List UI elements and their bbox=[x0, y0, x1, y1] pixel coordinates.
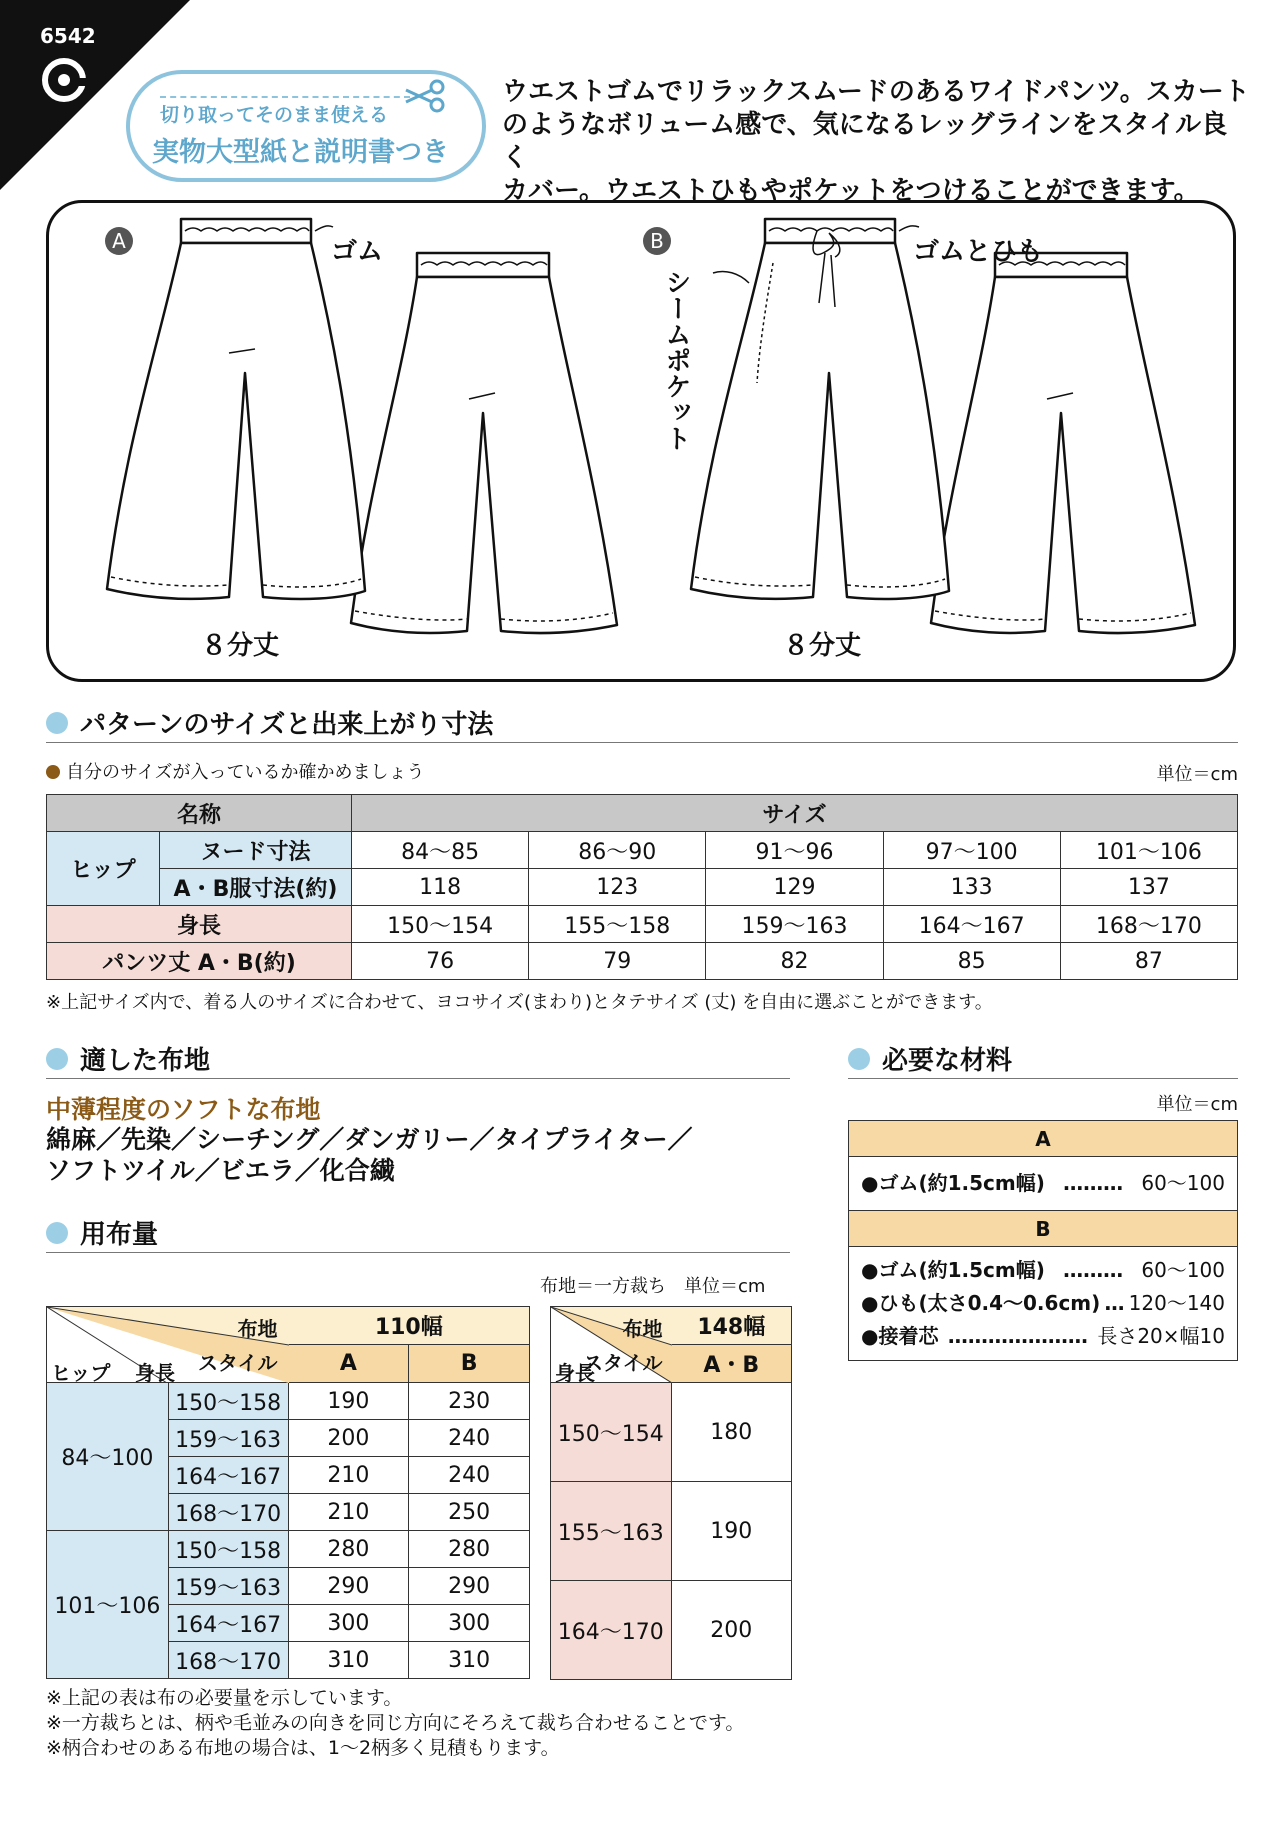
material-item: ●ゴム(約1.5cm幅) ……… 60〜100 bbox=[861, 1171, 1225, 1195]
section-divider bbox=[46, 1078, 790, 1079]
size-table bbox=[46, 794, 1238, 980]
fabric-section-title: 適した布地 bbox=[46, 1040, 210, 1077]
cell: 159〜163 bbox=[706, 906, 883, 943]
cell: 240 bbox=[409, 1457, 530, 1494]
section-divider bbox=[848, 1078, 1238, 1079]
materials-b-items bbox=[849, 1247, 1238, 1361]
cell: 129 bbox=[706, 869, 883, 906]
fabric-list-line: ソフトツイル／ビエラ／化合繊 bbox=[46, 1156, 395, 1185]
pants-illustration bbox=[49, 203, 1233, 679]
hip-label: ヒップ bbox=[47, 832, 160, 906]
style-a-marker: A bbox=[105, 227, 133, 255]
cell: 190 bbox=[288, 1383, 409, 1420]
cell: 155〜158 bbox=[529, 906, 706, 943]
yardage-unit: 布地＝一方裁ち 単位＝cm bbox=[540, 1276, 766, 1297]
footnote: ※柄合わせのある布地の場合は、1〜2柄多く見積もります。 bbox=[46, 1737, 560, 1759]
fabric-label: 布地 bbox=[622, 1317, 663, 1341]
material-item: ●接着芯 ………………… 長さ20×幅10 bbox=[861, 1324, 1225, 1348]
badge-subtitle: 切り取ってそのまま使える bbox=[160, 104, 389, 126]
yardage-table-110 bbox=[46, 1306, 530, 1679]
cell: 82 bbox=[706, 943, 883, 980]
cell: 123 bbox=[529, 869, 706, 906]
materials-unit: 単位＝cm bbox=[1156, 1094, 1238, 1115]
section-bullet-icon bbox=[46, 1222, 68, 1244]
style-b-marker: B bbox=[643, 227, 671, 255]
hip-label: ヒップ bbox=[51, 1361, 111, 1385]
materials-a-items bbox=[849, 1157, 1238, 1211]
seam-pocket-callout: シームポケット bbox=[661, 269, 691, 451]
hip-group: 84〜100 bbox=[47, 1383, 169, 1531]
height-cell: 159〜163 bbox=[168, 1420, 288, 1457]
header-size: サイズ bbox=[352, 795, 1238, 832]
cell: 101〜106 bbox=[1060, 832, 1237, 869]
cell: 137 bbox=[1060, 869, 1237, 906]
cell: 87 bbox=[1060, 943, 1237, 980]
pants-b-front bbox=[691, 219, 949, 599]
height-label: 身長 bbox=[135, 1361, 175, 1385]
pattern-number: 6542 bbox=[40, 24, 96, 48]
length-label-b: ８分丈 bbox=[783, 631, 862, 661]
cell: 76 bbox=[352, 943, 529, 980]
col-b: B bbox=[409, 1345, 530, 1383]
cell: 300 bbox=[409, 1605, 530, 1642]
height-cell: 150〜158 bbox=[168, 1531, 288, 1568]
cell: 84〜85 bbox=[352, 832, 529, 869]
elastic-callout: ゴム bbox=[331, 237, 384, 267]
height-cell: 164〜170 bbox=[551, 1581, 672, 1680]
materials-a-header: A bbox=[849, 1121, 1238, 1157]
cell: 210 bbox=[288, 1494, 409, 1531]
badge bbox=[126, 70, 486, 182]
fabric-list bbox=[46, 1124, 693, 1186]
cell: 310 bbox=[288, 1642, 409, 1679]
materials-b-header: B bbox=[849, 1211, 1238, 1247]
materials-section-title: 必要な材料 bbox=[848, 1040, 1012, 1077]
style-label: スタイル bbox=[197, 1351, 278, 1375]
section-divider bbox=[46, 1252, 790, 1253]
note-bullet-icon bbox=[46, 765, 60, 779]
size-note: 自分のサイズが入っているか確かめましょう bbox=[46, 758, 425, 784]
cell: 86〜90 bbox=[529, 832, 706, 869]
cell: 280 bbox=[288, 1531, 409, 1568]
cell: 190 bbox=[671, 1482, 791, 1581]
pants-b-back bbox=[931, 253, 1195, 633]
badge-title: 実物大型紙と説明書つき bbox=[152, 137, 449, 168]
length-label-a: ８分丈 bbox=[201, 631, 280, 661]
illustration-panel bbox=[46, 200, 1236, 682]
height-cell: 164〜167 bbox=[168, 1457, 288, 1494]
row-label: パンツ丈 A・B(約) bbox=[47, 943, 352, 980]
yardage-header-corner bbox=[47, 1307, 289, 1383]
yardage-header-corner bbox=[551, 1307, 672, 1383]
yardage-table-148 bbox=[550, 1306, 792, 1680]
fabric-width: 110幅 bbox=[288, 1307, 529, 1345]
height-cell: 164〜167 bbox=[168, 1605, 288, 1642]
cell: 230 bbox=[409, 1383, 530, 1420]
intro-line: カバー。ウエストひもやポケットをつけることができます。 bbox=[502, 176, 1200, 206]
yardage-section-title: 用布量 bbox=[46, 1214, 158, 1251]
cell: 200 bbox=[288, 1420, 409, 1457]
elastic-string-callout: ゴムとひも bbox=[913, 237, 1044, 267]
footnote: ※一方裁ちとは、柄や毛並みの向きを同じ方向にそろえて裁ち合わせることです。 bbox=[46, 1712, 745, 1734]
section-bullet-icon bbox=[46, 712, 68, 734]
cell: 97〜100 bbox=[883, 832, 1060, 869]
cell: 310 bbox=[409, 1642, 530, 1679]
fabric-subtitle: 中薄程度のソフトな布地 bbox=[46, 1095, 321, 1124]
col-ab: A・B bbox=[671, 1345, 791, 1383]
cell: 210 bbox=[288, 1457, 409, 1494]
height-label: 身長 bbox=[555, 1361, 595, 1385]
material-item: ●ゴム(約1.5cm幅) ……… 60〜100 bbox=[861, 1258, 1225, 1282]
cell: 200 bbox=[671, 1581, 791, 1680]
cell: 280 bbox=[409, 1531, 530, 1568]
fabric-list-line: 綿麻／先染／シーチング／ダンガリー／タイプライター／ bbox=[46, 1125, 693, 1154]
cell: 290 bbox=[288, 1568, 409, 1605]
yardage-footnotes bbox=[46, 1686, 744, 1761]
height-cell: 150〜154 bbox=[551, 1383, 672, 1482]
height-cell: 150〜158 bbox=[168, 1383, 288, 1420]
intro-line: のようなボリューム感で、気になるレッグラインをスタイル良く bbox=[502, 110, 1228, 173]
cell: 79 bbox=[529, 943, 706, 980]
cell: 250 bbox=[409, 1494, 530, 1531]
cut-line bbox=[160, 96, 410, 98]
size-section-title: パターンのサイズと出来上がり寸法 bbox=[46, 704, 493, 741]
pants-a-back bbox=[351, 253, 617, 633]
style-label: スタイル bbox=[582, 1351, 663, 1375]
cell: 300 bbox=[288, 1605, 409, 1642]
col-a: A bbox=[288, 1345, 409, 1383]
intro-line: ウエストゴムでリラックスムードのあるワイドパンツ。スカート bbox=[502, 77, 1250, 107]
scissors-icon bbox=[402, 78, 448, 114]
cell: 150〜154 bbox=[352, 906, 529, 943]
cell: 118 bbox=[352, 869, 529, 906]
row-label: 身長 bbox=[47, 906, 352, 943]
fabric-label: 布地 bbox=[237, 1317, 278, 1341]
height-cell: 155〜163 bbox=[551, 1482, 672, 1581]
row-label: ヌード寸法 bbox=[160, 832, 352, 869]
cell: 91〜96 bbox=[706, 832, 883, 869]
section-bullet-icon bbox=[46, 1048, 68, 1070]
height-cell: 168〜170 bbox=[168, 1494, 288, 1531]
footnote: ※上記の表は布の必要量を示しています。 bbox=[46, 1687, 403, 1709]
material-item: ●ひも(太さ0.4〜0.6cm) … 120〜140 bbox=[861, 1291, 1225, 1315]
intro-text bbox=[502, 76, 1252, 208]
cell: 164〜167 bbox=[883, 906, 1060, 943]
pants-a-front bbox=[107, 219, 365, 599]
section-divider bbox=[46, 742, 1238, 743]
fabric-width: 148幅 bbox=[671, 1307, 791, 1345]
cell: 168〜170 bbox=[1060, 906, 1237, 943]
size-footnote: ※上記サイズ内で、着る人のサイズに合わせて、ヨコサイズ(まわり)とタテサイズ (丈) を自由に選ぶことができます。 bbox=[46, 992, 993, 1013]
section-bullet-icon bbox=[848, 1048, 870, 1070]
cell: 180 bbox=[671, 1383, 791, 1482]
header-name: 名称 bbox=[47, 795, 352, 832]
brand-logo-icon bbox=[40, 56, 88, 104]
cell: 85 bbox=[883, 943, 1060, 980]
hip-group: 101〜106 bbox=[47, 1531, 169, 1679]
cell: 240 bbox=[409, 1420, 530, 1457]
cell: 133 bbox=[883, 869, 1060, 906]
height-cell: 159〜163 bbox=[168, 1568, 288, 1605]
height-cell: 168〜170 bbox=[168, 1642, 288, 1679]
size-unit: 単位＝cm bbox=[1156, 764, 1238, 785]
materials-table bbox=[848, 1120, 1238, 1361]
row-label: A・B服寸法(約) bbox=[160, 869, 352, 906]
cell: 290 bbox=[409, 1568, 530, 1605]
